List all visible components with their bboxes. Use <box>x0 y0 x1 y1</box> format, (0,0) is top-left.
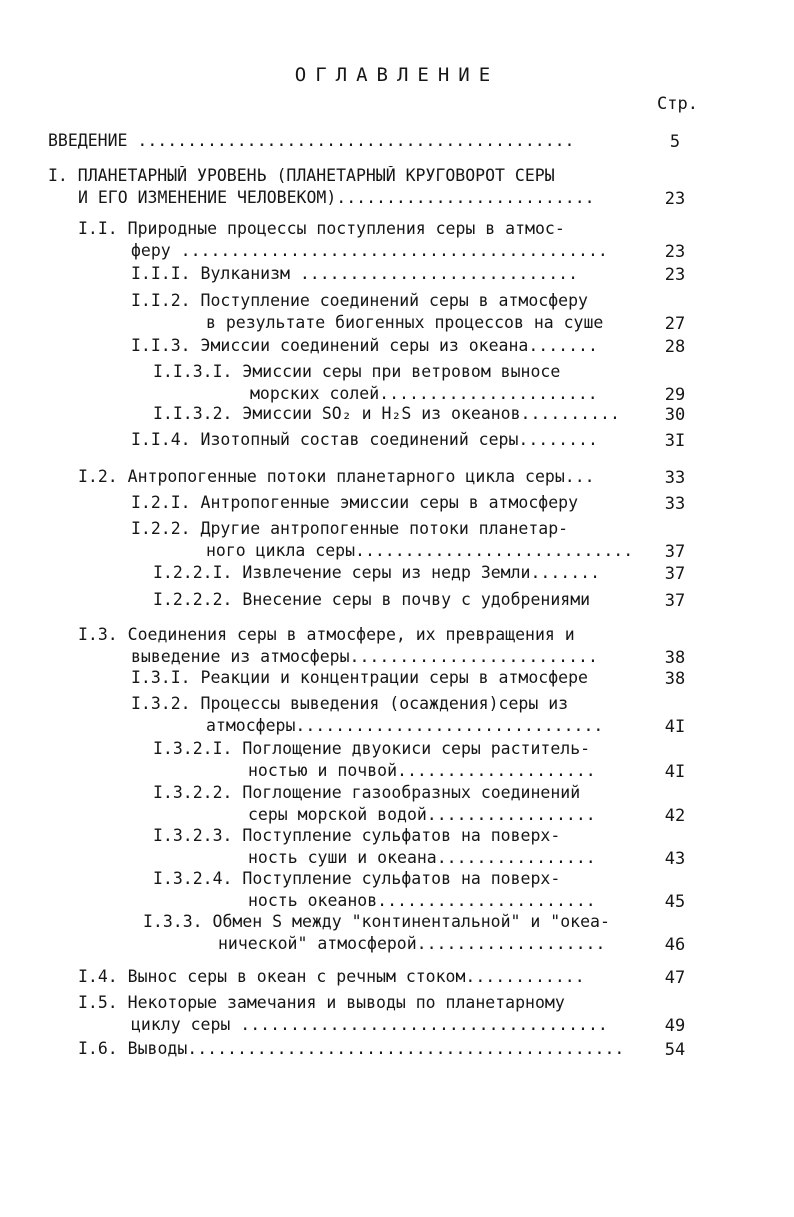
toc-entry-title: I.I.I. Вулканизм ............................ <box>131 264 579 283</box>
toc-entry-title: I.2. Антропогенные потоки планетарного цикла серы... <box>78 467 595 486</box>
toc-page-number: 37 <box>664 542 686 562</box>
toc-entry-title: I.4. Вынос серы в океан с речным стоком............ <box>78 967 585 986</box>
toc-page-number: 43 <box>664 849 686 869</box>
toc-entry-title: I.5. Некоторые замечания и выводы по планетарному <box>78 993 565 1012</box>
toc-page-number: 42 <box>664 806 686 826</box>
toc-entry-title: I. ПЛАНЕТАРНЫЙ УРОВЕНЬ (ПЛАНЕТАРНЫЙ КРУГОВОРОТ СЕРЫ <box>48 166 555 185</box>
toc-entry-title-continued: феру ........................................... <box>131 241 608 260</box>
toc-entry-title: I.3.2.I. Поглощение двуокиси серы раститель- <box>153 739 591 758</box>
toc-entry-title-continued: морских солей...................... <box>250 384 598 403</box>
toc-entry-title: I.3.2.4. Поступление сульфатов на поверх- <box>153 869 561 888</box>
toc-entry-title-continued: атмосферы............................... <box>206 716 604 735</box>
toc-entry-title: I.2.2. Другие антропогенные потоки планетар- <box>131 519 569 538</box>
toc-entry-title-continued: ность суши и океана................ <box>248 848 596 867</box>
toc-page-number: 38 <box>664 648 686 668</box>
toc-page-number: 49 <box>664 1016 686 1036</box>
toc-page-number: 29 <box>664 385 686 405</box>
toc-entry-title-continued: ность океанов...................... <box>248 891 596 910</box>
toc-page-number: 46 <box>664 935 686 955</box>
toc-entry-title-continued: циклу серы ..................................... <box>131 1015 608 1034</box>
toc-entry-title: I.3.I. Реакции и концентрации серы в атмосфере <box>131 668 588 687</box>
toc-entry-title-continued: ного цикла серы............................ <box>206 541 634 560</box>
toc-page-number: 3I <box>664 431 686 451</box>
toc-entry-title-continued: нической" атмосферой................... <box>218 934 606 953</box>
toc-page-number: 38 <box>664 669 686 689</box>
toc-entry-title-continued: И ЕГО ИЗМЕНЕНИЕ ЧЕЛОВЕКОМ).......................... <box>78 188 595 207</box>
toc-entry-title: I.I.3.2. Эмиссии SO₂ и H₂S из океанов.......... <box>153 404 620 423</box>
toc-entry-title: I.I.4. Изотопный состав соединений серы........ <box>131 430 598 449</box>
toc-entry-title-continued: выведение из атмосферы......................... <box>131 647 598 666</box>
toc-entry-title: I.3.2. Процессы выведения (осаждения)серы из <box>131 694 569 713</box>
toc-entry-title: I.2.I. Антропогенные эмиссии серы в атмосферу <box>131 493 579 512</box>
toc-entry-title: I.I.3. Эмиссии соединений серы из океана....... <box>131 336 598 355</box>
toc-page-number: 4I <box>664 717 686 737</box>
toc-entry-title-continued: серы морской водой................. <box>248 805 596 824</box>
toc-page-number: 47 <box>664 968 686 988</box>
toc-page-number: 37 <box>664 591 686 611</box>
toc-entry-title: I.3.2.3. Поступление сульфатов на поверх- <box>153 826 561 845</box>
toc-entry-title: ВВЕДЕНИЕ ............................................ <box>48 131 575 150</box>
toc-entry-title: I.I. Природные процессы поступления серы в атмос- <box>78 219 565 238</box>
toc-entry-title: I.3. Соединения серы в атмосфере, их превращения и <box>78 625 575 644</box>
toc-page-number: 33 <box>664 468 686 488</box>
toc-entry-title: I.I.3.I. Эмиссии серы при ветровом выносе <box>153 362 561 381</box>
toc-page-number: 4I <box>664 762 686 782</box>
toc-page-number: 23 <box>664 265 686 285</box>
toc-entry-title: I.3.2.2. Поглощение газообразных соединений <box>153 783 581 802</box>
toc-page-number: 54 <box>664 1040 686 1060</box>
toc-page-number: 45 <box>664 892 686 912</box>
toc-entry-title-continued: в результате биогенных процессов на суше <box>206 313 604 332</box>
page-column-label: Стр. <box>657 94 698 114</box>
toc-page-number: 27 <box>664 314 686 334</box>
toc-title: ОГЛАВЛЕНИЕ <box>294 64 500 86</box>
toc-entry-title: I.3.3. Обмен S между "континентальной" и "океа- <box>143 912 610 931</box>
toc-page-number: 23 <box>664 242 686 262</box>
toc-page-number: 33 <box>664 494 686 514</box>
toc-page-number: 28 <box>664 337 686 357</box>
toc-entry-title: I.6. Выводы............................................ <box>78 1039 625 1058</box>
toc-entry-title: I.I.2. Поступление соединений серы в атмосферу <box>131 291 588 310</box>
toc-page-number: 30 <box>664 405 686 425</box>
toc-entry-title: I.2.2.2. Внесение серы в почву с удобрениями <box>153 590 591 609</box>
toc-page-number: 23 <box>664 189 686 209</box>
toc-entry-title: I.2.2.I. Извлечение серы из недр Земли....... <box>153 563 601 582</box>
toc-entry-title-continued: ностью и почвой.................... <box>248 761 596 780</box>
toc-page-number: 37 <box>664 564 686 584</box>
toc-page-number: 5 <box>669 132 681 152</box>
